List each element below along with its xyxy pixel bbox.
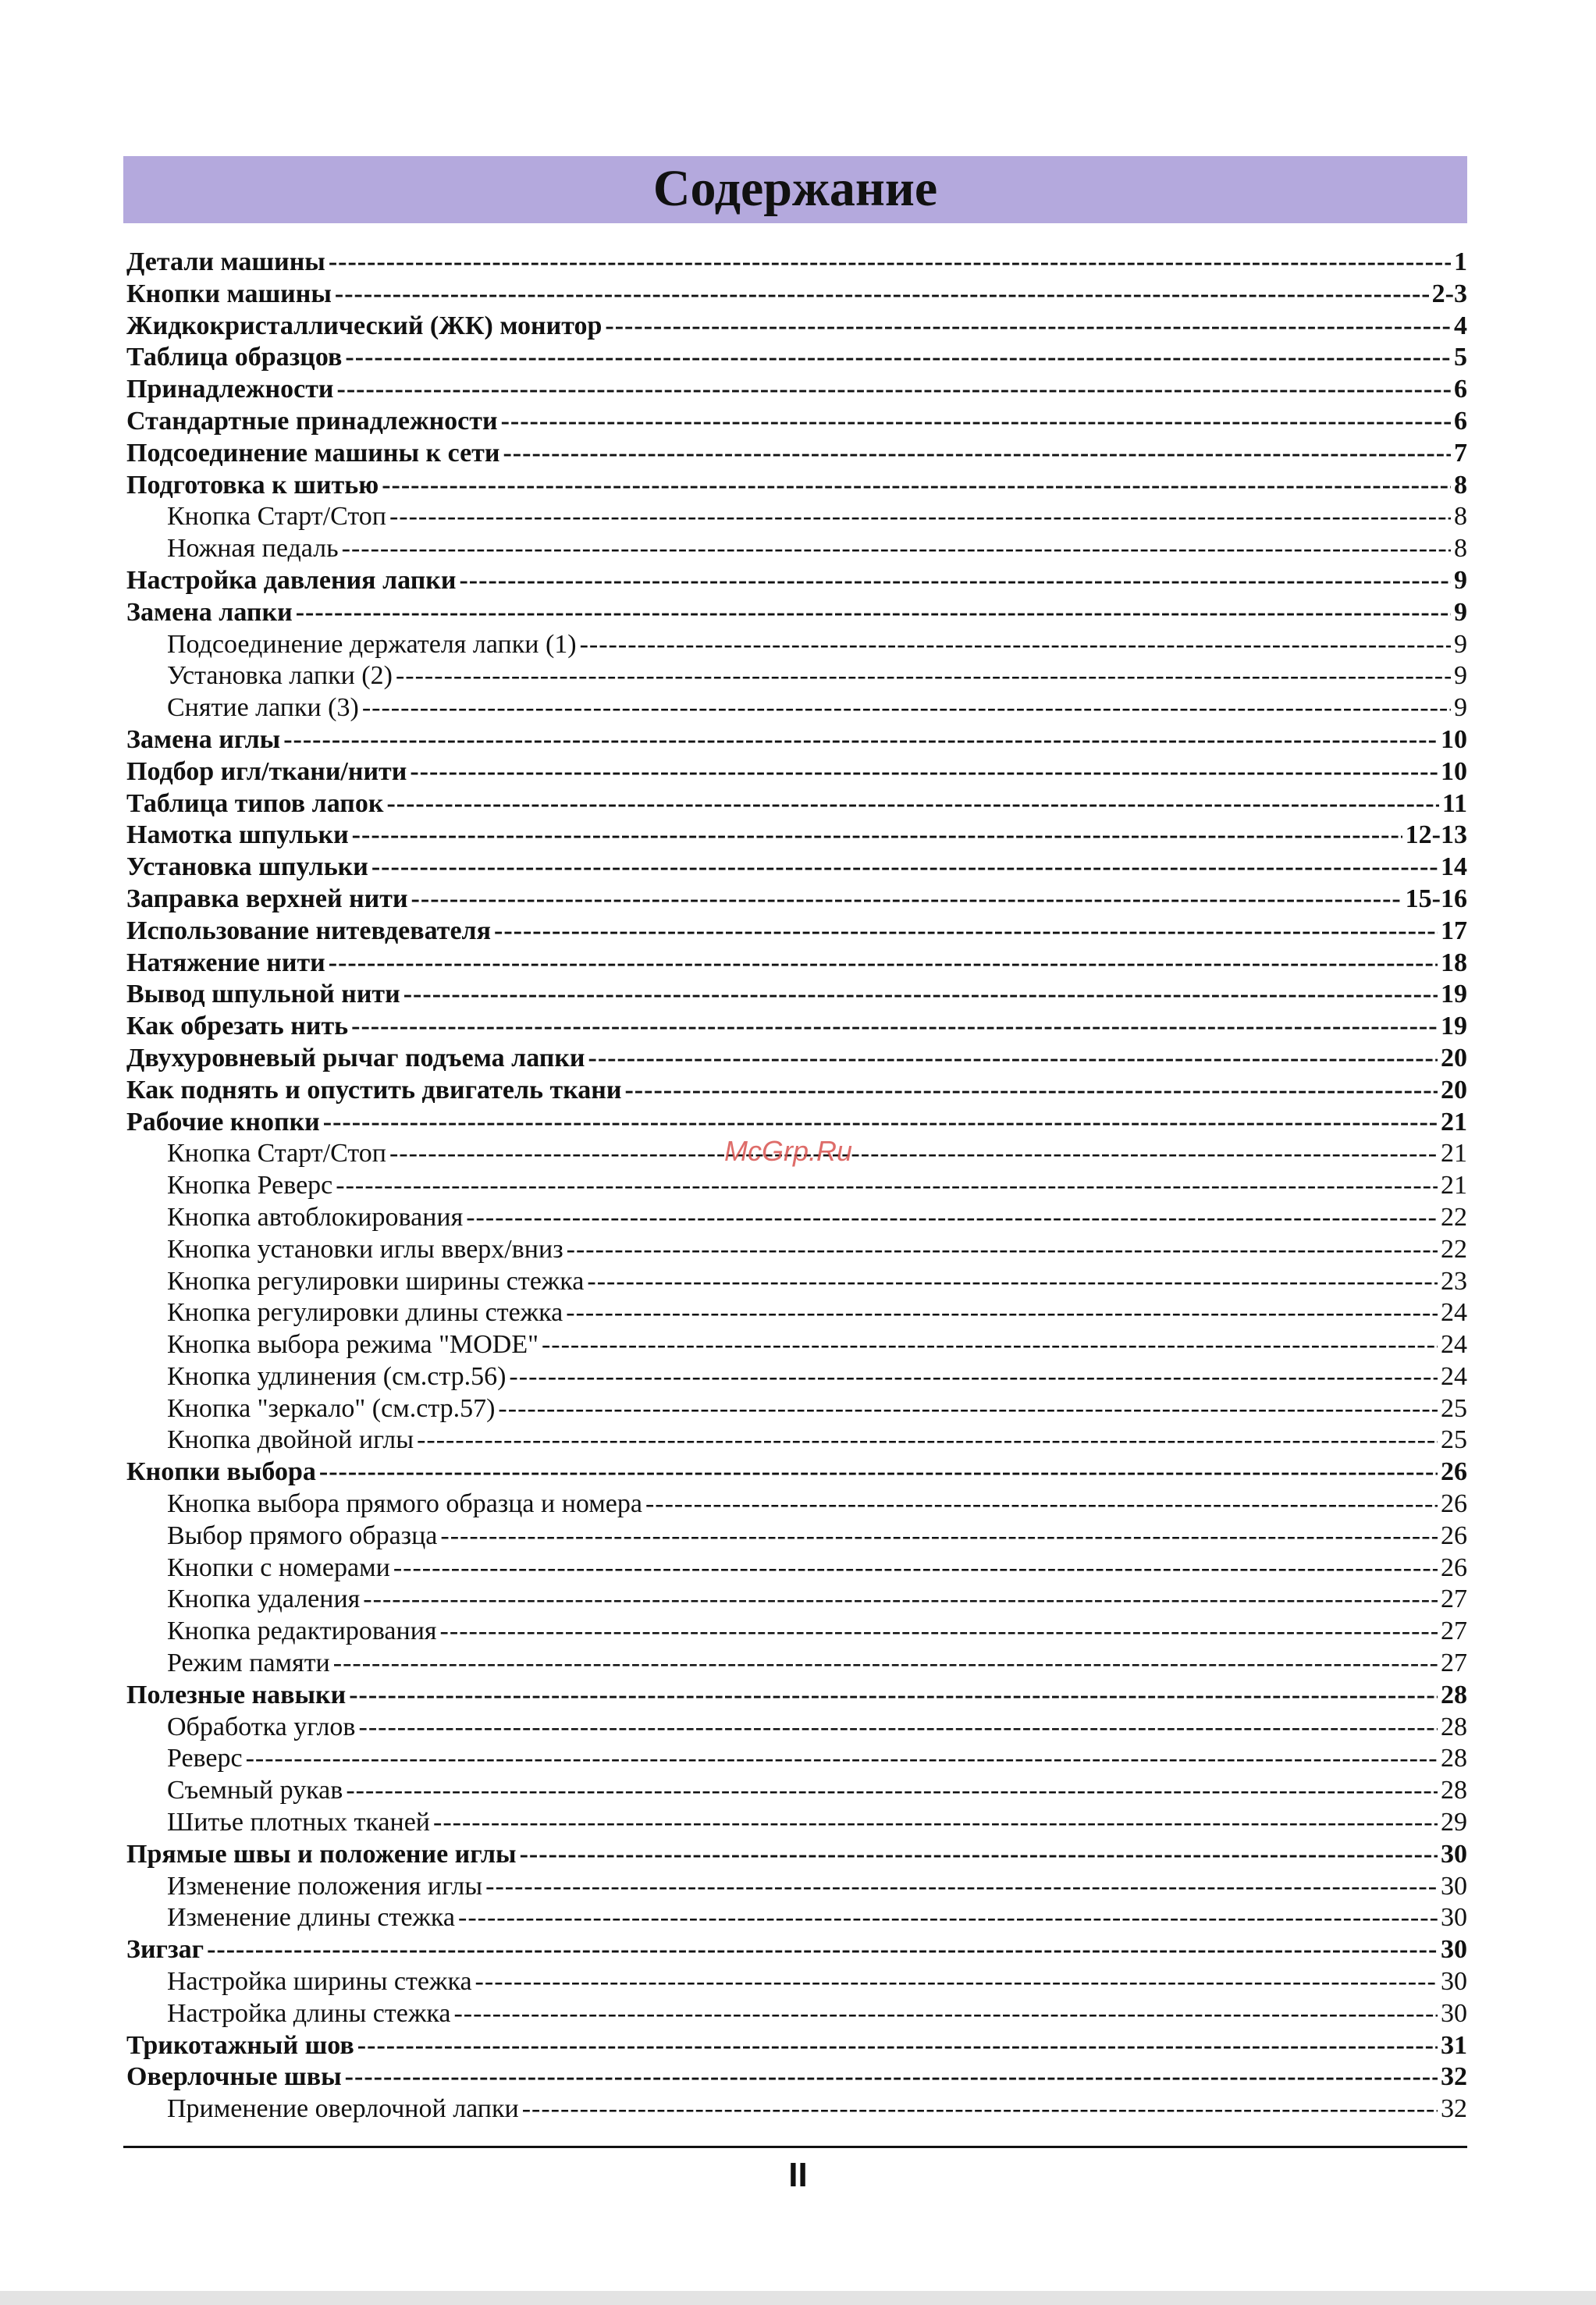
page-title: Содержание: [652, 160, 938, 217]
toc-leader-dashes: [403, 979, 1438, 1011]
toc-entry[interactable]: [126, 470, 1467, 502]
toc-entry-page: 17: [1441, 916, 1467, 945]
toc-entry-page: 8: [1454, 502, 1467, 532]
toc-leader-dashes: [323, 1107, 1438, 1139]
toc-leader-dashes: [588, 1043, 1438, 1075]
toc-entry-title: Кнопка двойной иглы: [167, 1425, 414, 1455]
toc-entry-page: 26: [1441, 1489, 1467, 1519]
toc-entry-page: 23: [1441, 1266, 1467, 1296]
toc-entry-title: Вывод шпульной нити: [126, 980, 400, 1009]
toc-entry-page: 21: [1441, 1107, 1467, 1136]
toc-entry-title: Использование нитевдевателя: [126, 916, 492, 945]
toc-leader-dashes: [352, 820, 1402, 852]
toc-entry-page: 20: [1441, 1075, 1467, 1104]
toc-entry-page: 12-13: [1405, 820, 1467, 850]
toc-leader-dashes: [466, 1202, 1438, 1234]
toc-entry-title: Кнопка Старт/Стоп: [167, 502, 386, 532]
toc-entry-page: 9: [1454, 661, 1467, 691]
toc-leader-dashes: [522, 2093, 1438, 2125]
toc-leader-dashes: [345, 2061, 1438, 2093]
toc-entry[interactable]: [126, 1489, 1467, 1521]
toc-entry[interactable]: [126, 1202, 1467, 1234]
toc-entry-page: 22: [1441, 1202, 1467, 1232]
toc-entry-title: Полезные навыки: [126, 1680, 347, 1709]
toc-entry[interactable]: [126, 948, 1467, 980]
toc-entry-page: 2-3: [1431, 279, 1467, 308]
toc-entry-title: Кнопка Старт/Стоп: [167, 1139, 386, 1169]
toc-leader-dashes: [345, 342, 1451, 374]
toc-entry-title: Трикотажный шов: [126, 2030, 354, 2060]
toc-leader-dashes: [363, 1584, 1438, 1616]
toc-entry[interactable]: [126, 2061, 1467, 2093]
toc-entry-title: Подбор игл/ткани/нити: [126, 756, 407, 786]
toc-entry-title: Двухуровневый рычаг подъема лапки: [126, 1043, 585, 1072]
toc-entry[interactable]: [126, 1553, 1467, 1585]
toc-entry-page: 22: [1441, 1234, 1467, 1264]
toc-entry-title: Кнопка "зеркало" (см.стр.57): [167, 1393, 496, 1423]
toc-entry-page: 4: [1454, 311, 1467, 340]
toc-leader-dashes: [587, 1266, 1438, 1298]
toc-entry[interactable]: [126, 501, 1467, 533]
toc-entry-title: Установка лапки (2): [167, 661, 393, 691]
toc-leader-dashes: [207, 1934, 1438, 1966]
toc-entry-page: 27: [1441, 1617, 1467, 1646]
toc-leader-dashes: [396, 660, 1451, 692]
toc-leader-dashes: [503, 438, 1451, 470]
toc-entry[interactable]: [126, 311, 1467, 343]
toc-leader-dashes: [566, 1297, 1438, 1329]
toc-entry-title: Стандартные принадлежности: [126, 406, 498, 436]
toc-entry-title: Настройка длины стежка: [167, 1998, 451, 2028]
toc-entry-page: 28: [1441, 1744, 1467, 1773]
toc-leader-dashes: [329, 948, 1438, 980]
toc-entry-title: Применение оверлочной лапки: [167, 2094, 519, 2124]
toc-entry[interactable]: [126, 1616, 1467, 1648]
toc-leader-dashes: [494, 916, 1438, 948]
toc-entry[interactable]: [126, 724, 1467, 756]
toc-leader-dashes: [349, 1680, 1438, 1712]
toc-entry-title: Ножная педаль: [167, 534, 339, 564]
toc-entry[interactable]: [126, 916, 1467, 948]
toc-entry-title: Подсоединение машины к сети: [126, 438, 500, 468]
toc-entry-page: 28: [1441, 1776, 1467, 1805]
toc-entry-title: Как поднять и опустить двигатель ткани: [126, 1075, 622, 1104]
toc-entry[interactable]: [126, 374, 1467, 406]
toc-entry[interactable]: [126, 1680, 1467, 1712]
toc-leader-dashes: [337, 374, 1451, 406]
toc-leader-dashes: [410, 756, 1438, 788]
toc-entry[interactable]: [126, 820, 1467, 852]
toc-entry-page: 8: [1454, 534, 1467, 564]
toc-entry-title: Съемный рукав: [167, 1776, 343, 1805]
toc-entry-page: 25: [1441, 1425, 1467, 1455]
toc-leader-dashes: [359, 1712, 1438, 1744]
toc-entry[interactable]: [126, 629, 1467, 661]
toc-leader-dashes: [433, 1807, 1438, 1839]
toc-leader-dashes: [440, 1521, 1438, 1553]
toc-leader-dashes: [458, 1902, 1438, 1934]
toc-leader-dashes: [542, 1329, 1438, 1361]
toc-entry-title: Кнопка регулировки длины стежка: [167, 1298, 563, 1328]
toc-leader-dashes: [335, 279, 1429, 311]
toc-leader-dashes: [319, 1457, 1438, 1489]
toc-entry-title: Замена лапки: [126, 597, 293, 627]
toc-entry-page: 7: [1454, 438, 1467, 468]
toc-entry[interactable]: [126, 565, 1467, 597]
toc-entry-title: Намотка шпульки: [126, 820, 349, 850]
toc-entry-page: 26: [1441, 1457, 1467, 1487]
toc-entry-title: Кнопка установки иглы вверх/вниз: [167, 1234, 563, 1264]
toc-entry[interactable]: [126, 1966, 1467, 1998]
toc-leader-dashes: [296, 597, 1451, 629]
toc-leader-dashes: [389, 501, 1451, 533]
toc-entry[interactable]: [126, 692, 1467, 724]
toc-entry-page: 14: [1441, 852, 1467, 882]
toc-entry-title: Снятие лапки (3): [167, 693, 359, 723]
toc-leader-dashes: [329, 247, 1451, 279]
toc-leader-dashes: [520, 1839, 1438, 1871]
toc-entry[interactable]: [126, 1934, 1467, 1966]
toc-entry-title: Настройка ширины стежка: [167, 1967, 472, 1997]
toc-entry-page: 28: [1441, 1712, 1467, 1741]
toc-entry[interactable]: [126, 884, 1467, 916]
toc-entry-page: 26: [1441, 1521, 1467, 1550]
toc-entry-page: 32: [1441, 2062, 1467, 2092]
toc-entry[interactable]: [126, 406, 1467, 438]
toc-entry-title: Кнопка регулировки ширины стежка: [167, 1266, 585, 1296]
toc-entry-page: 24: [1441, 1298, 1467, 1328]
toc-entry-title: Кнопка удаления: [167, 1585, 361, 1614]
toc-entry-title: Установка шпульки: [126, 852, 368, 882]
toc-entry[interactable]: [126, 2030, 1467, 2062]
toc-entry-page: 9: [1454, 629, 1467, 659]
toc-entry-page: 19: [1441, 1012, 1467, 1041]
toc-entry[interactable]: [126, 1266, 1467, 1298]
toc-entry-title: Обработка углов: [167, 1712, 356, 1741]
toc-entry[interactable]: [126, 1584, 1467, 1616]
toc-entry-title: Кнопка выбора прямого образца и номера: [167, 1489, 642, 1519]
toc-entry-title: Кнопка выбора режима "MODE": [167, 1330, 539, 1360]
toc-entry-title: Прямые швы и положение иглы: [126, 1839, 517, 1869]
toc-entry-title: Таблица типов лапок: [126, 788, 384, 818]
toc-entry[interactable]: [126, 660, 1467, 692]
toc-entry-title: Оверлочные швы: [126, 2062, 342, 2092]
toc-entry[interactable]: [126, 1107, 1467, 1139]
toc-entry[interactable]: [126, 756, 1467, 788]
toc-entry-page: 24: [1441, 1361, 1467, 1391]
toc-entry[interactable]: [126, 1521, 1467, 1553]
toc-entry[interactable]: [126, 1743, 1467, 1775]
toc-entry-title: Замена иглы: [126, 724, 281, 754]
toc-entry-title: Изменение длины стежка: [167, 1903, 456, 1933]
toc-entry-page: 1: [1454, 247, 1467, 276]
toc-entry[interactable]: [126, 1329, 1467, 1361]
toc-entry-title: Подготовка к шитью: [126, 470, 379, 500]
page-number: II: [788, 2156, 808, 2194]
toc-entry-page: 30: [1441, 1903, 1467, 1933]
toc-entry-title: Натяжение нити: [126, 948, 325, 977]
toc-leader-dashes: [475, 1966, 1438, 1998]
toc-entry[interactable]: [126, 247, 1467, 279]
toc-leader-dashes: [411, 884, 1402, 916]
toc-entry-page: 27: [1441, 1649, 1467, 1678]
toc-leader-dashes: [351, 1011, 1438, 1043]
toc-entry-page: 31: [1441, 2030, 1467, 2060]
toc-entry-title: Режим памяти: [167, 1649, 330, 1678]
watermark: McGrp.Ru: [724, 1135, 853, 1167]
toc-entry-title: Таблица образцов: [126, 343, 343, 372]
toc-entry-title: Кнопки выбора: [126, 1457, 316, 1487]
toc-entry-page: 30: [1441, 1935, 1467, 1965]
toc-entry-page: 10: [1441, 756, 1467, 786]
toc-entry-page: 15-16: [1405, 884, 1467, 913]
toc-entry-title: Жидкокристаллический (ЖК) монитор: [126, 311, 602, 340]
toc-entry[interactable]: [126, 1043, 1467, 1075]
toc-entry-page: 9: [1454, 693, 1467, 723]
toc-entry[interactable]: [126, 1170, 1467, 1202]
toc-entry-title: Шитье плотных тканей: [167, 1808, 430, 1837]
title-band: [123, 156, 1467, 223]
toc-leader-dashes: [389, 1138, 1438, 1170]
toc-entry-page: 9: [1454, 597, 1467, 627]
toc-entry-page: 5: [1454, 343, 1467, 372]
toc-entry-title: Подсоединение держателя лапки (1): [167, 629, 577, 659]
toc-leader-dashes: [417, 1425, 1438, 1457]
toc-entry-title: Кнопка автоблокирования: [167, 1202, 464, 1232]
toc-entry[interactable]: [126, 1425, 1467, 1457]
toc-entry[interactable]: [126, 597, 1467, 629]
toc-entry-title: Детали машины: [126, 247, 325, 276]
toc-entry-page: 9: [1454, 565, 1467, 595]
toc-entry[interactable]: [126, 2093, 1467, 2125]
toc-entry-title: Реверс: [167, 1744, 243, 1773]
toc-entry[interactable]: [126, 1998, 1467, 2030]
footer-divider: [123, 2146, 1467, 2148]
toc-entry[interactable]: [126, 438, 1467, 470]
toc-entry[interactable]: [126, 788, 1467, 820]
toc-entry[interactable]: [126, 1839, 1467, 1871]
toc-leader-dashes: [580, 629, 1451, 661]
toc-entry-title: Кнопка редактирования: [167, 1617, 437, 1646]
toc-leader-dashes: [333, 1648, 1438, 1680]
toc-entry-title: Кнопки с номерами: [167, 1553, 390, 1582]
toc-entry-page: 25: [1441, 1393, 1467, 1423]
toc-entry[interactable]: [126, 1393, 1467, 1425]
toc-leader-dashes: [346, 1775, 1438, 1807]
toc-leader-dashes: [605, 311, 1451, 343]
toc-leader-dashes: [440, 1616, 1438, 1648]
toc-leader-dashes: [382, 470, 1451, 502]
toc-entry-page: 20: [1441, 1043, 1467, 1072]
toc-leader-dashes: [453, 1998, 1438, 2030]
toc-entry[interactable]: [126, 1902, 1467, 1934]
toc-entry[interactable]: [126, 852, 1467, 884]
toc-entry[interactable]: [126, 1775, 1467, 1807]
toc-entry[interactable]: [126, 1361, 1467, 1393]
toc-leader-dashes: [498, 1393, 1438, 1425]
toc-entry-page: 24: [1441, 1330, 1467, 1360]
toc-entry-page: 32: [1441, 2094, 1467, 2124]
toc-entry[interactable]: [126, 1648, 1467, 1680]
toc-entry-title: Заправка верхней нити: [126, 884, 408, 913]
toc-entry-page: 30: [1441, 1967, 1467, 1997]
toc-entry-title: Кнопка удлинения (см.стр.56): [167, 1361, 507, 1391]
toc-entry-page: 30: [1441, 1871, 1467, 1901]
toc-entry[interactable]: [126, 342, 1467, 374]
toc-entry-title: Принадлежности: [126, 375, 334, 404]
toc-leader-dashes: [501, 406, 1451, 438]
toc-entry-page: 11: [1441, 788, 1467, 818]
toc-entry[interactable]: [126, 1297, 1467, 1329]
toc-entry-page: 18: [1441, 948, 1467, 977]
toc-entry[interactable]: [126, 1075, 1467, 1107]
toc-leader-dashes: [336, 1170, 1438, 1202]
toc-entry-page: 6: [1454, 406, 1467, 436]
toc-entry-page: 30: [1441, 1998, 1467, 2028]
toc-entry-page: 28: [1441, 1680, 1467, 1709]
toc-entry-page: 10: [1441, 724, 1467, 754]
toc-entry-page: 26: [1441, 1553, 1467, 1582]
toc-leader-dashes: [371, 852, 1438, 884]
toc-entry-page: 21: [1441, 1139, 1467, 1169]
toc-entry-title: Как обрезать нить: [126, 1012, 349, 1041]
toc-entry-page: 29: [1441, 1808, 1467, 1837]
toc-entry[interactable]: [126, 1871, 1467, 1903]
toc-entry[interactable]: [126, 1457, 1467, 1489]
table-of-contents: [126, 247, 1467, 2125]
toc-entry-title: Кнопки машины: [126, 279, 332, 308]
toc-entry-title: Изменение положения иглы: [167, 1871, 483, 1901]
toc-entry-page: 30: [1441, 1839, 1467, 1869]
toc-leader-dashes: [283, 724, 1438, 756]
toc-entry[interactable]: [126, 1011, 1467, 1043]
toc-entry[interactable]: [126, 1234, 1467, 1266]
toc-entry-title: Зигзаг: [126, 1935, 204, 1965]
toc-leader-dashes: [362, 692, 1451, 724]
toc-entry-page: 6: [1454, 375, 1467, 404]
toc-entry[interactable]: [126, 1712, 1467, 1744]
toc-entry-page: 27: [1441, 1585, 1467, 1614]
toc-leader-dashes: [509, 1361, 1438, 1393]
toc-entry-page: 8: [1454, 470, 1467, 500]
toc-leader-dashes: [342, 533, 1451, 565]
toc-leader-dashes: [485, 1871, 1438, 1903]
toc-entry-title: Кнопка Реверс: [167, 1171, 333, 1201]
toc-entry[interactable]: [126, 279, 1467, 311]
toc-leader-dashes: [459, 565, 1451, 597]
toc-leader-dashes: [393, 1553, 1438, 1585]
toc-leader-dashes: [357, 2030, 1438, 2062]
toc-entry[interactable]: [126, 1807, 1467, 1839]
toc-leader-dashes: [567, 1234, 1438, 1266]
toc-leader-dashes: [624, 1075, 1438, 1107]
toc-leader-dashes: [645, 1489, 1438, 1521]
toc-entry-page: 21: [1441, 1171, 1467, 1201]
toc-entry[interactable]: [126, 979, 1467, 1011]
toc-entry-title: Рабочие кнопки: [126, 1107, 320, 1136]
bottom-band: [0, 2291, 1596, 2305]
toc-leader-dashes: [246, 1743, 1438, 1775]
toc-leader-dashes: [386, 788, 1438, 820]
toc-entry-title: Настройка давления лапки: [126, 565, 457, 595]
toc-entry-title: Выбор прямого образца: [167, 1521, 438, 1550]
toc-entry-page: 19: [1441, 980, 1467, 1009]
toc-entry[interactable]: [126, 533, 1467, 565]
